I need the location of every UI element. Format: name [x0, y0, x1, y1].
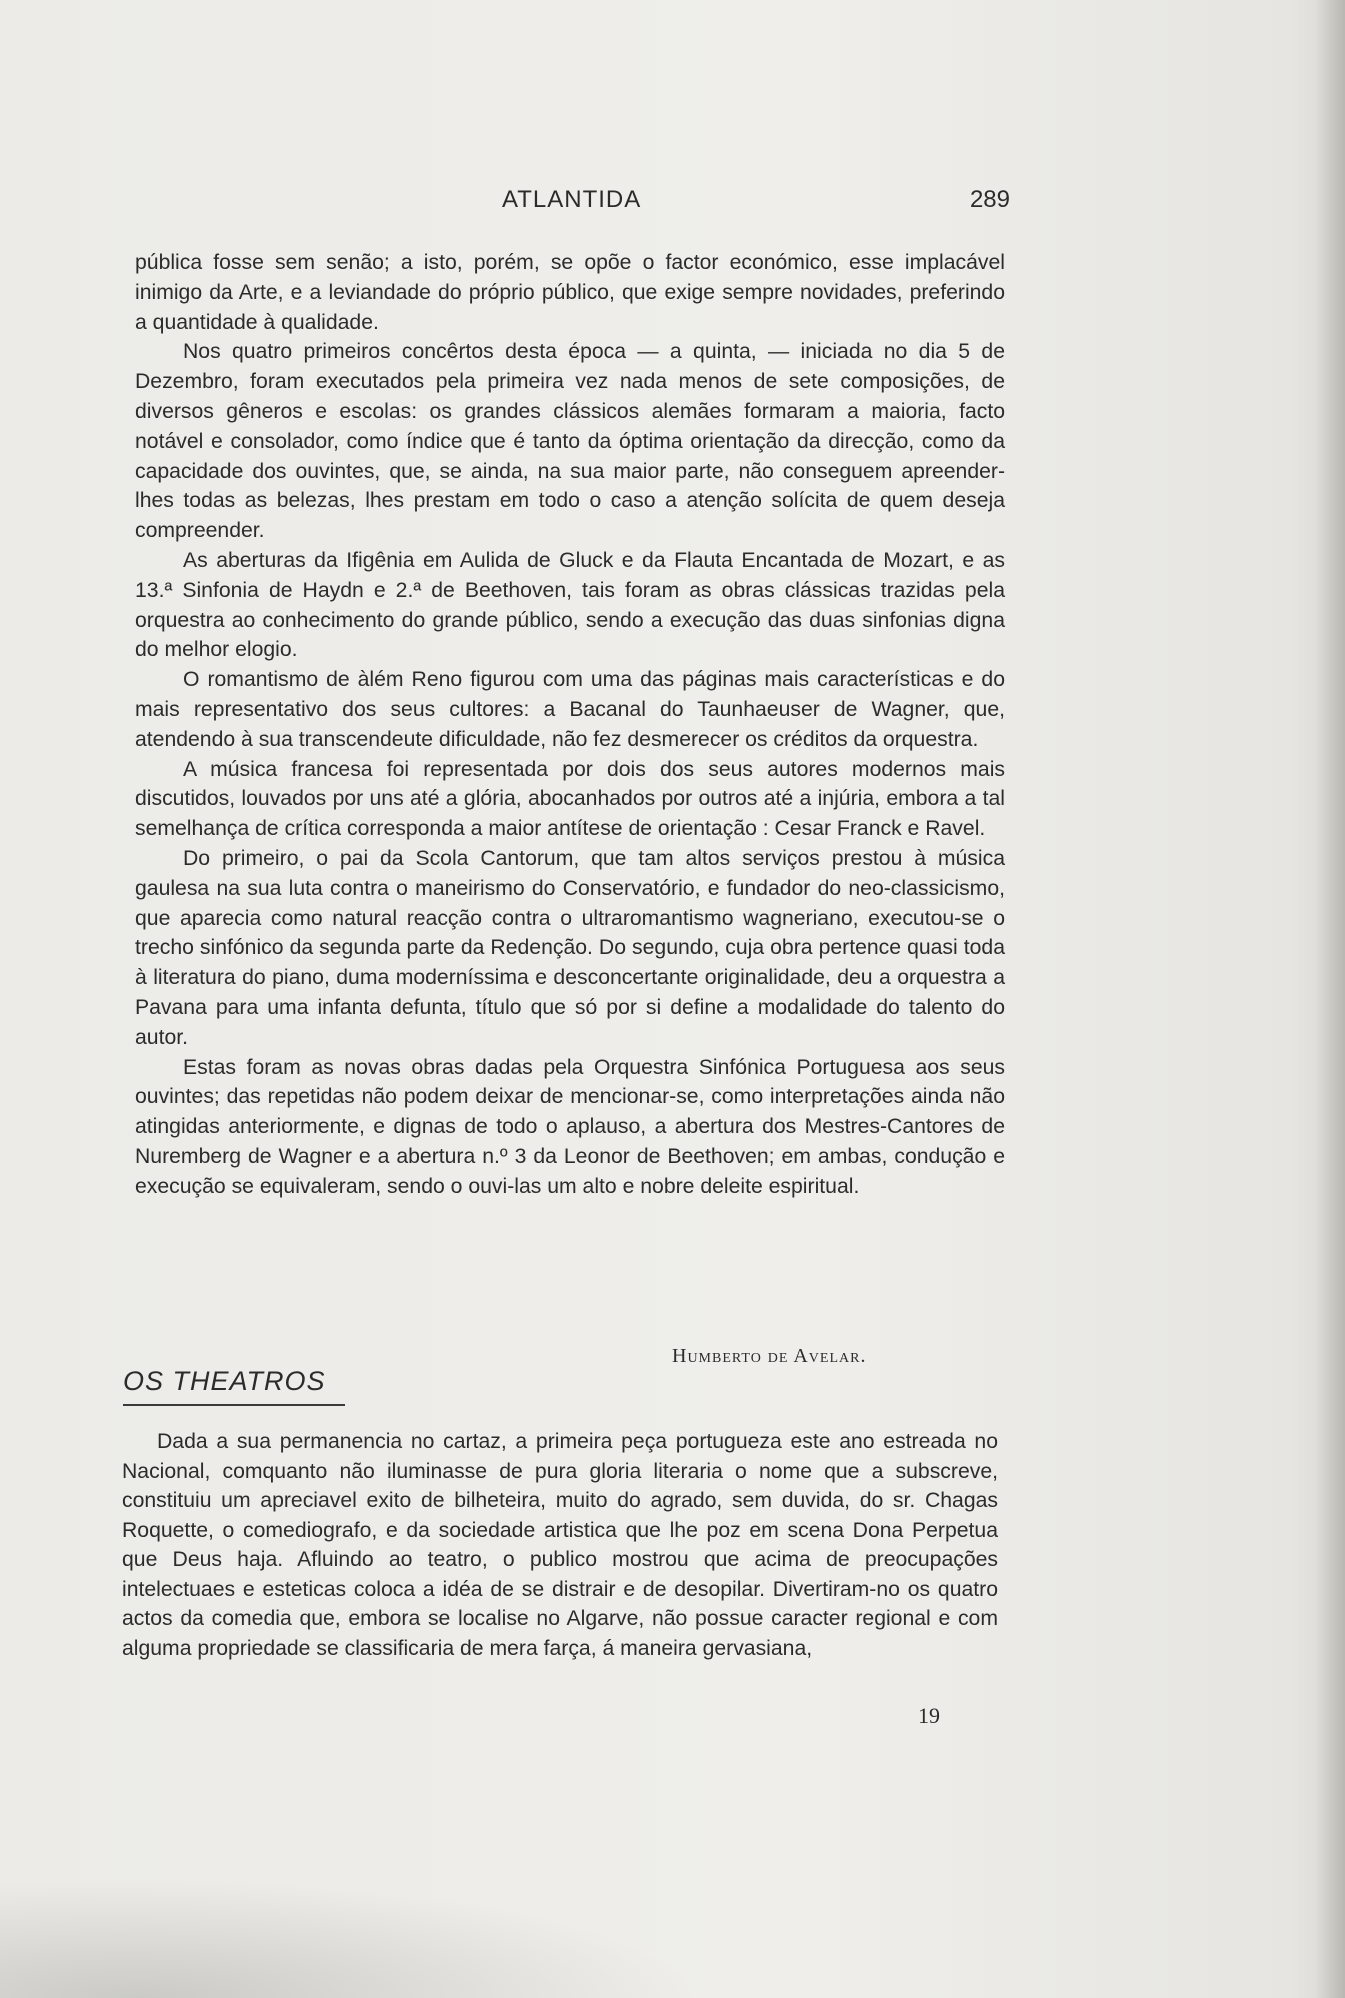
spine-shadow — [1315, 0, 1345, 1998]
paragraph-1: pública fosse sem senão; a isto, porém, se opõe o factor económico, esse implacável inimigo da Arte, e a leviandade do próprio público, que exige sempre novidades, preferindo a quantidade à qualidade. — [135, 251, 1005, 334]
paragraph-4: O romantismo de àlém Reno figurou com uma das páginas mais características e do mais representativo dos seus cultores: a Bacanal do Taunhaeuser de Wagner, que, atendendo à sua transcendeute dificuldade, não fez desmerecer os créditos da orquestra. — [135, 668, 1005, 751]
author-signature: Humberto de Avelar. — [672, 1345, 867, 1367]
section-body — [122, 1427, 998, 1663]
paragraph-2: Nos quatro primeiros concêrtos desta época — a quinta, — iniciada no dia 5 de Dezembro, foram executados pela primeira vez nada menos de sete composições, de diversos gêneros e escolas: os grandes clássicos alemães formaram a maioria, facto notável e consolador, como índice que é tanto da óptima orientação da direcção, como da capacidade dos ouvintes, que, se ainda, na sua maior parte, não conseguem apreender-lhes todas as belezas, lhes prestam em todo o caso a atenção solícita de quem deseja compreender. — [135, 340, 1005, 543]
section-paragraph: Dada a sua permanencia no cartaz, a primeira peça portugueza este ano estreada no Nacional, comquanto não iluminasse de pura gloria literaria o nome que a subscreve, constituiu um apreciavel exito de bilheteira, muito do agrado, sem duvida, do sr. Chagas Roquette, o comediografo, e da sociedade artistica que lhe poz em scena Dona Perpetua que Deus haja. Afluindo ao teatro, o publico mostrou que acima de preocupações intelectuaes e esteticas coloca a idéa de se distrair e de desopilar. Divertiram-no os quatro actos da comedia que, embora se localise no Algarve, não possue caracter regional e com alguma propriedade se classificaria de mera farça, á maneira gervasiana, — [122, 1430, 998, 1660]
paragraph-5: A música francesa foi representada por dois dos seus autores modernos mais discutidos, louvados por uns até a glória, abocanhados por outros até a injúria, embora a tal semelhança de críticа corresponda a maior antítese de orientação : Cesar Franck e Ravel. — [135, 757, 1005, 841]
paragraph-3: As aberturas da Ifigênia em Aulida de Gluck e da Flauta Encantada de Mozart, e as 13.ª Sinfonia de Haydn e 2.ª de Beethoven, tais foram as obras clássicas trazidas pela orquestra ao conhecimento do grande público, sendo a execução das duas sinfonias digna do melhor elogio. — [135, 548, 1005, 662]
running-title: ATLANTIDA — [502, 186, 642, 213]
paragraph-7: Estas foram as novas obras dadas pela Orquestra Sinfónica Portuguesa aos seus ouvintes; das repetidas não podem deixar de mencionar-se, como interpretações ainda não atingidas anteriormente, e dignas de todo o aplauso, a abertura dos Mestres-Cantores de Nuremberg de Wagner e a abertura n.º 3 da Leonor de Beethoven; em ambas, condução e execução se equivaleram, sendo o ouvi-las um alto e nobre deleite espiritual. — [135, 1055, 1005, 1198]
paragraph-6: Do primeiro, o pai da Scola Cantorum, que tam altos serviços prestou à música gaulesa na sua luta contra o maneirismo do Conservatório, e fundador do neo-classicismo, que aparecia como natural reacção contra o ultraromantismo wagneriano, executou-se o trecho sinfónico da segunda parte da Redenção. Do segundo, cuja obra pertence quasi toda à literatura do piano, duma moderníssima e desconcertante originalidade, deu a orquestra a Pavana para uma infanta defunta, título que só por si define a modalidade do talento do autor. — [135, 846, 1005, 1049]
section-heading: OS THEATROS — [123, 1366, 326, 1396]
section-underline — [123, 1404, 345, 1406]
page-number: 289 — [969, 186, 1010, 213]
page-header — [130, 186, 1010, 216]
signature-mark: 19 — [918, 1703, 940, 1728]
article-body — [135, 248, 1005, 1202]
page-smudge — [0, 1878, 700, 1998]
